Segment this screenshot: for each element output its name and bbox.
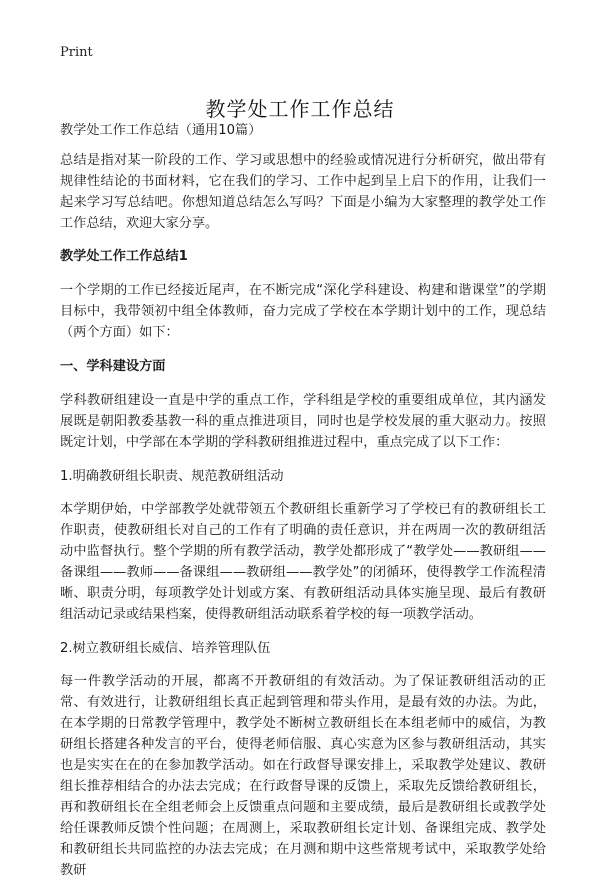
article-heading: 教学处工作工作总结1 — [60, 249, 188, 264]
print-link[interactable]: Print — [60, 45, 93, 60]
item-heading-1: 1.明确教研组长职责、规范教研组活动 — [60, 469, 284, 484]
item-heading-2: 2.树立教研组长威信、培养管理队伍 — [60, 641, 271, 656]
article-intro-paragraph: 一个学期的工作已经接近尾声，在不断完成“深化学科建设、构建和谐课堂”的学期目标中，我带领初中组全体教师，奋力完成了学校在本学期计划中的工作，现总结（两个方面）如下： — [60, 283, 546, 340]
section-heading-subject-building: 一、学科建设方面 — [60, 359, 166, 374]
document-subtitle: 教学处工作工作总结（通用10篇） — [60, 123, 262, 138]
item-paragraph-1: 本学期伊始，中学部教学处就带领五个教研组长重新学习了学校已有的教研组长工作职责，使教研组长对自己的工作有了明确的责任意识，并在两周一次的教研组活动中监督执行。整个学期的所有教学活动，教学处都形成了“教学处——教研组——备课组——教师——备课组——教研组——教学处”的闭循环，使得教学工作流程清晰、职责分明，每项教学处计划或方案、有教研组活动具体实施呈现、最后有教研组活动记录或结果档案，使得教研组活动联系着学校的每一项教学活动。 — [60, 502, 546, 622]
item-paragraph-2: 每一件教学活动的开展，都离不开教研组的有效活动。为了保证教研组活动的正常、有效进行，让教研组组长真正起到管理和带头作用，是最有效的办法。为此，在本学期的日常教学管理中，教学处不断树立教研组长在本组老师中的威信，为教研组长搭建各种发言的平台，使得老师信服、真心实意为区参与教研组活动，其实也是实实在在的在参加教学活动。如在行政督导课安排上，采取教学处建议、教研组长推荐相结合的办法去完成；在行政督导课的反馈上，采取先反馈给教研组长，再和教研组长在全组老师会上反馈重点问题和主要成绩，最后是教研组长或教学处给任课教师反馈个性问题；在周测上，采取教研组长定计划、备课组完成、教学处和教研组长共同监控的办法去完成；在月测和期中这些常规考试中，采取教学处给教研 — [60, 674, 546, 878]
section-paragraph: 学科教研组建设一直是中学的重点工作，学科组是学校的重要组成单位，其内涵发展既是朝阳教委基教一科的重点推进项目，同时也是学校发展的重大驱动力。按照既定计划，中学部在本学期的学科教研组推进过程中，重点完成了以下工作： — [60, 393, 546, 450]
document-body — [60, 120, 546, 894]
intro-paragraph: 总结是指对某一阶段的工作、学习或思想中的经验或情况进行分析研究，做出带有规律性结论的书面材料，它在我们的学习、工作中起到呈上启下的作用，让我们一起来学习写总结吧。你想知道总结怎么写吗？下面是小编为大家整理的教学处工作工作总结，欢迎大家分享。 — [60, 153, 546, 231]
page-title: 教学处工作工作总结 — [205, 97, 395, 122]
